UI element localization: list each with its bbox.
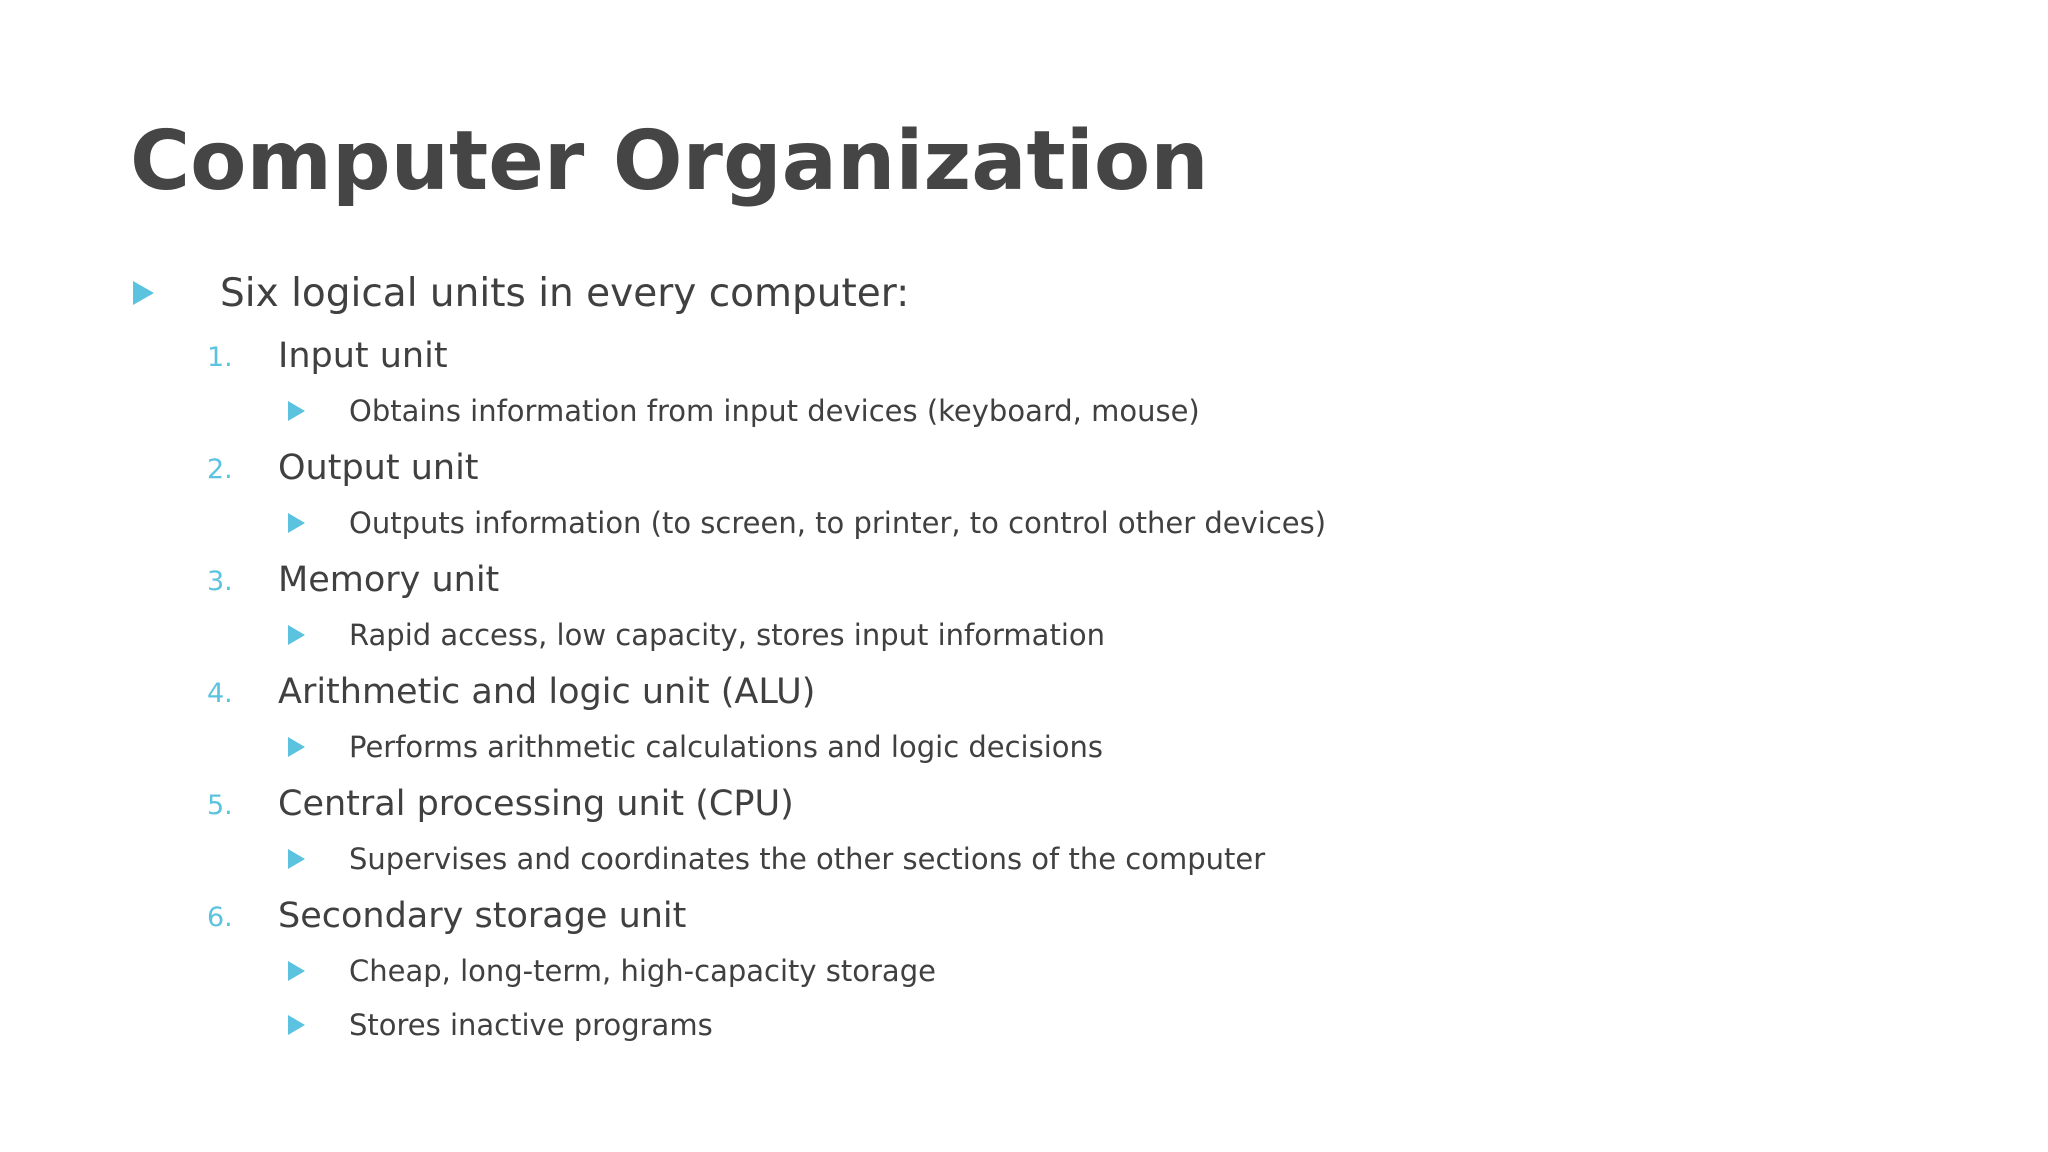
unit-detail: Obtains information from input devices (keyboard, mouse) (349, 394, 1200, 428)
list-number: 1. (207, 342, 233, 373)
triangle-right-icon (288, 513, 305, 533)
triangle-right-icon (288, 1015, 305, 1035)
list-number: 2. (207, 454, 233, 485)
unit-detail: Supervises and coordinates the other sections of the computer (349, 842, 1266, 876)
triangle-right-icon (288, 737, 305, 757)
list-number: 6. (207, 902, 233, 933)
unit-name: Central processing unit (CPU) (278, 784, 794, 824)
unit-detail: Rapid access, low capacity, stores input information (349, 618, 1105, 652)
unit-name: Arithmetic and logic unit (ALU) (278, 672, 816, 712)
unit-name: Output unit (278, 448, 479, 488)
unit-name: Secondary storage unit (278, 896, 687, 936)
triangle-right-icon (133, 281, 154, 305)
triangle-right-icon (288, 849, 305, 869)
intro-text: Six logical units in every computer: (220, 271, 910, 316)
triangle-right-icon (288, 625, 305, 645)
unit-detail: Outputs information (to screen, to printer, to control other devices) (349, 506, 1327, 540)
unit-name: Input unit (278, 336, 448, 376)
list-number: 4. (207, 678, 233, 709)
unit-detail: Performs arithmetic calculations and logic decisions (349, 730, 1103, 764)
list-number: 5. (207, 790, 233, 821)
slide-title: Computer Organization (130, 114, 1209, 209)
list-number: 3. (207, 566, 233, 597)
triangle-right-icon (288, 401, 305, 421)
unit-detail: Cheap, long-term, high-capacity storage (349, 954, 936, 988)
unit-detail: Stores inactive programs (349, 1008, 713, 1042)
unit-name: Memory unit (278, 560, 500, 600)
triangle-right-icon (288, 961, 305, 981)
